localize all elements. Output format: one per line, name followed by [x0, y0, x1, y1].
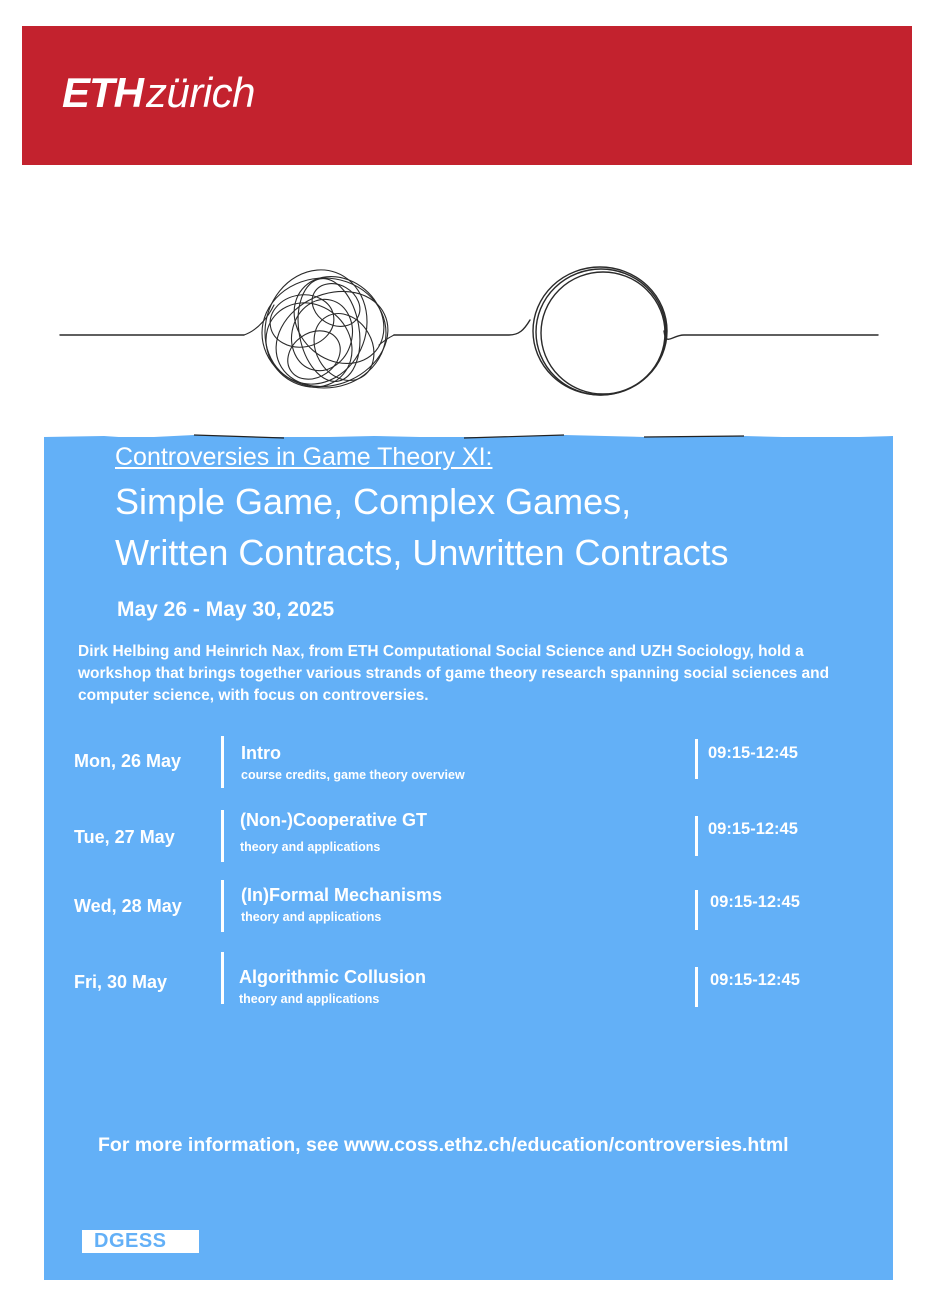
- schedule-day: Wed, 28 May: [74, 896, 182, 916]
- event-title-line2: Written Contracts, Unwritten Contracts: [115, 532, 729, 573]
- schedule-subtitle: course credits, game theory overview: [241, 768, 465, 782]
- schedule-subtitle: theory and applications: [240, 840, 381, 854]
- schedule-row: [0, 736, 935, 796]
- more-info-link[interactable]: For more information, see www.coss.ethz.ch/education/controversies.html: [98, 1134, 789, 1156]
- event-dates: May 26 - May 30, 2025: [117, 598, 335, 621]
- header-band: [22, 26, 912, 165]
- schedule-topic: (Non-)Cooperative GT: [240, 810, 427, 830]
- schedule-row: [0, 950, 935, 1010]
- logo-eth: ETH: [62, 69, 143, 116]
- dgess-logo: DGESS: [82, 1230, 199, 1253]
- divider-bar: [221, 810, 224, 862]
- eth-zurich-logo: [62, 69, 256, 116]
- event-title: [115, 476, 729, 578]
- divider-bar: [695, 816, 698, 856]
- schedule-day: Fri, 30 May: [74, 972, 168, 992]
- schedule-day: Mon, 26 May: [74, 751, 182, 771]
- schedule-subtitle: theory and applications: [239, 992, 380, 1006]
- schedule-row: [0, 808, 935, 868]
- schedule-topic: (In)Formal Mechanisms: [241, 885, 443, 905]
- logo-zurich: zürich: [146, 69, 256, 116]
- schedule-subtitle: theory and applications: [241, 910, 382, 924]
- event-kicker: Controversies in Game Theory XI:: [115, 443, 493, 471]
- torn-paper-edge: [44, 432, 893, 442]
- divider-bar: [221, 952, 224, 1004]
- divider-bar: [695, 739, 698, 779]
- event-description: Dirk Helbing and Heinrich Nax, from ETH Computational Social Science and UZH Sociology, hold a workshop that brings together various strands of game theory research spanning social sciences and computer science, with focus on controversies.: [78, 643, 830, 704]
- schedule-topic: Algorithmic Collusion: [239, 967, 426, 987]
- divider-bar: [221, 880, 224, 932]
- schedule-time: 09:15-12:45: [710, 893, 800, 911]
- schedule-topic: Intro: [241, 743, 281, 763]
- event-title-line1: Simple Game, Complex Games,: [115, 481, 632, 522]
- schedule-time: 09:15-12:45: [708, 744, 798, 762]
- schedule-day: Tue, 27 May: [74, 827, 175, 847]
- schedule-time: 09:15-12:45: [708, 820, 798, 838]
- divider-bar: [695, 967, 698, 1007]
- schedule-row: [0, 878, 935, 938]
- divider-bar: [695, 890, 698, 930]
- divider-bar: [221, 736, 224, 788]
- schedule-time: 09:15-12:45: [710, 971, 800, 989]
- tangle-and-circle-line-illustration: [44, 235, 894, 440]
